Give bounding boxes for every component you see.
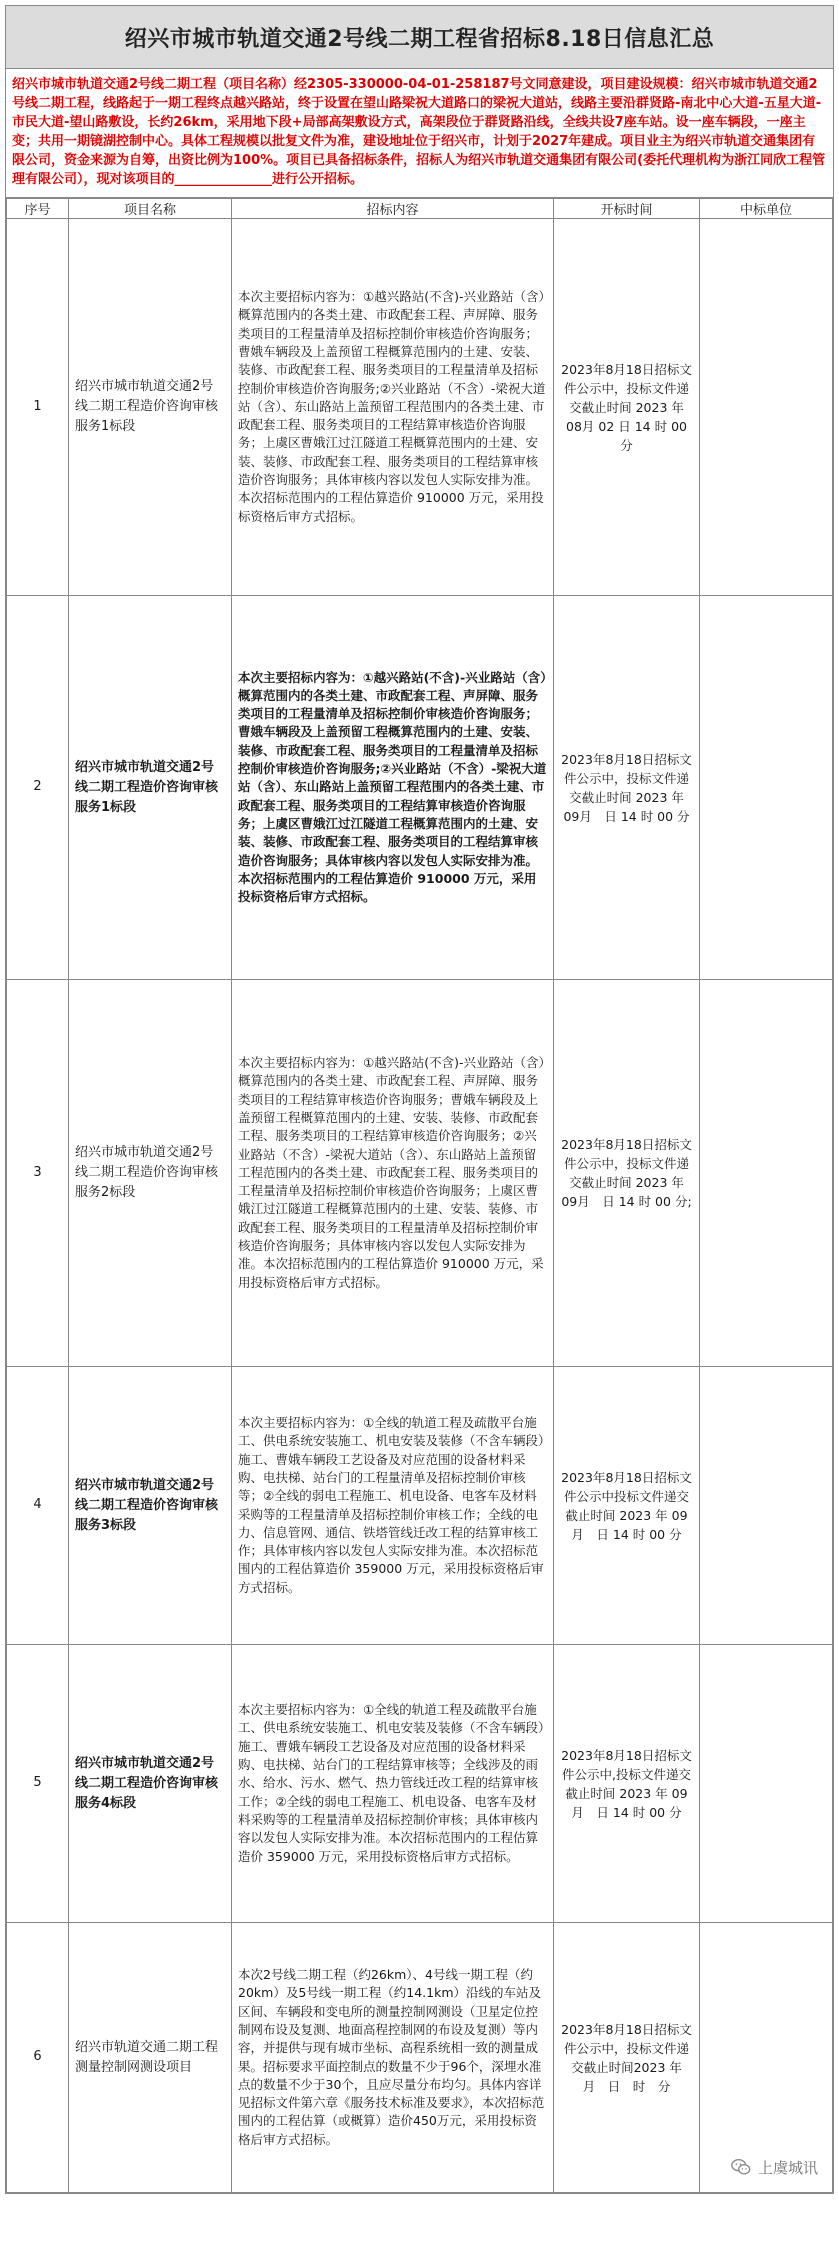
- header-seq: 序号: [7, 199, 69, 219]
- row-winner: [700, 1923, 833, 2193]
- row-seq: 2: [7, 596, 69, 980]
- row-seq: 4: [7, 1367, 69, 1645]
- row-content: 本次2号线二期工程（约26km）、4号线一期工程（约20km）及5号线一期工程（约14.1km）沿线的车站及区间、车辆段和变电所的测量控制网测设（卫星定位控制网布设及复测、地面高程控制网的布设及复测）等内容，并提供与现有城市坐标、高程系统相一致的测量成果。招标要求平面控制点的数量不少于96个，深埋水准点的数量不少于30个，且应尽量分布均匀。具体内容详见招标文件第六章《服务技术标准及要求》，本次招标范围内的工程估算（或概算）造价450万元，采用投标资格后审方式招标。: [232, 1923, 554, 2193]
- row-open-time: 2023年8月18日招标文件公示中投标文件递交截止时间 2023 年 09 月 日 14 时 00 分: [554, 1367, 700, 1645]
- row-seq: 6: [7, 1923, 69, 2193]
- header-content: 招标内容: [232, 199, 554, 219]
- row-seq: 5: [7, 1645, 69, 1923]
- row-content: 本次主要招标内容为：①越兴路站(不含)-兴业路站（含）概算范围内的各类土建、市政配套工程、声屏障、服务类项目的工程结算审核造价咨询服务；曹娥车辆段及上盖预留工程概算范围内的土建、安装、装修、市政配套工程、服务类项目的工程结算审核造价咨询服务；②兴业路站（不含）-梁祝大道站（含）、东山路站上盖预留工程范围内的各类土建、市政配套工程、服务类项目的工程量清单及招标控制价审核造价咨询服务；上虞区曹娥江过江隧道工程概算范围内的土建、安装、装修、市政配套工程、服务类项目的工程量清单及招标控制价审核造价咨询服务；具体审核内容以发包人实际安排为准。本次招标范围内的工程估算造价 910000 万元，采用投标资格后审方式招标。: [232, 980, 554, 1367]
- header-name: 项目名称: [69, 199, 232, 219]
- row-seq: 3: [7, 980, 69, 1367]
- header-time: 开标时间: [554, 199, 700, 219]
- row-project-name: 绍兴市城市轨道交通2号线二期工程造价咨询审核服务3标段: [69, 1367, 232, 1645]
- row-content: 本次主要招标内容为：①越兴路站(不含)-兴业路站（含）概算范围内的各类土建、市政配套工程、声屏障、服务类项目的工程量清单及招标控制价审核造价咨询服务；曹娥车辆段及上盖预留工程概算范围内的土建、安装、装修、市政配套工程、服务类项目的工程量清单及招标控制价审核造价咨询服务;②兴业路站（不含）-梁祝大道站（含）、东山路站上盖预留工程范围内的各类土建、市政配套工程、服务类项目的工程结算审核造价咨询服务；上虞区曹娥江过江隧道工程概算范围内的土建、安装、装修、市政配套工程、服务类项目的工程结算审核造价咨询服务；具体审核内容以发包人实际安排为准。本次招标范围内的工程估算造价 910000 万元，采用投标资格后审方式招标。: [232, 596, 554, 980]
- row-content: 本次主要招标内容为：①越兴路站(不含)-兴业路站（含）概算范围内的各类土建、市政配套工程、声屏障、服务类项目的工程量清单及招标控制价审核造价咨询服务；曹娥车辆段及上盖预留工程概算范围内的土建、安装、装修、市政配套工程、服务类项目的工程量清单及招标控制价审核造价咨询服务;②兴业路站（不含）-梁祝大道站（含）、东山路站上盖预留工程范围内的各类土建、市政配套工程、服务类项目的工程结算审核造价咨询服务；上虞区曹娥江过江隧道工程概算范围内的土建、安装、装修、市政配套工程、服务类项目的工程结算审核造价咨询服务；具体审核内容以发包人实际安排为准。本次招标范围内的工程估算造价 910000 万元，采用投标资格后审方式招标。: [232, 219, 554, 596]
- row-open-time: 2023年8月18日招标文件公示中，投标文件递交截止时间 2023 年 09月 日 14 时 00 分;: [554, 980, 700, 1367]
- table-row: [7, 219, 833, 596]
- row-seq: 1: [7, 219, 69, 596]
- row-open-time: 2023年8月18日招标文件公示中，投标文件递交截止时间 2023 年 09月 日 14 时 00 分: [554, 596, 700, 980]
- row-winner: [700, 1367, 833, 1645]
- table-row: [7, 1645, 833, 1923]
- project-intro: 绍兴市城市轨道交通2号线二期工程（项目名称）经2305-330000-04-01-258187号文同意建设，项目建设规模：绍兴市城市轨道交通2号线二期工程，线路起于一期工程终点越兴路站，终于设置在望山路梁祝大道路口的梁祝大道站，线路主要沿群贤路-南北中心大道-五星大道-市民大道-望山路敷设，长约26km，采用地下段+局部高架敷设方式，高架段位于群贤路沿线，全线共设7座车站。设一座车辆段，一座主变；共用一期镜湖控制中心。具体工程规模以批复文件为准，建设地址位于绍兴市，计划于2027年建成。项目业主为绍兴市轨道交通集团有限公司，资金来源为自筹，出资比例为100%。项目已具备招标条件，招标人为绍兴市轨道交通集团有限公司(委托代理机构为浙江同欣工程管理有限公司），现对该项目的_______________进行公开招标。: [6, 69, 833, 198]
- row-project-name: 绍兴市城市轨道交通2号线二期工程造价咨询审核服务4标段: [69, 1645, 232, 1923]
- row-project-name: 绍兴市城市轨道交通2号线二期工程造价咨询审核服务1标段: [69, 219, 232, 596]
- bid-table: [6, 198, 833, 2193]
- page-title: 绍兴市城市轨道交通2号线二期工程省招标8.18日信息汇总: [6, 6, 833, 69]
- header-winner: 中标单位: [700, 199, 833, 219]
- row-winner: [700, 980, 833, 1367]
- row-open-time: 2023年8月18日招标文件公示中，投标文件递交截止时间 2023 年 08月 02 日 14 时 00 分: [554, 219, 700, 596]
- row-project-name: 绍兴市城市轨道交通2号线二期工程造价咨询审核服务2标段: [69, 980, 232, 1367]
- row-project-name: 绍兴市城市轨道交通2号线二期工程造价咨询审核服务1标段: [69, 596, 232, 980]
- row-winner: [700, 1645, 833, 1923]
- wechat-icon: [730, 2156, 752, 2178]
- row-winner: [700, 219, 833, 596]
- row-open-time: 2023年8月18日招标文件公示中，投标文件递交截止时间2023 年 月 日 时 分: [554, 1923, 700, 2193]
- table-header-row: [7, 199, 833, 219]
- row-content: 本次主要招标内容为：①全线的轨道工程及疏散平台施工、供电系统安装施工、机电安装及装修（不含车辆段）施工、曹娥车辆段工艺设备及对应范围的设备材料采购、电扶梯、站台门的工程量清单及招标控制价审核等；②全线的弱电工程施工、机电设备、电客车及材料采购等的工程量清单及招标控制价审核工作；全线的电力、信息管网、通信、铁塔管线迁改工程的结算审核工作；具体审核内容以发包人实际安排为准。本次招标范围内的工程估算造价 359000 万元，采用投标资格后审方式招标。: [232, 1367, 554, 1645]
- row-content: 本次主要招标内容为：①全线的轨道工程及疏散平台施工、供电系统安装施工、机电安装及装修（不含车辆段）施工、曹娥车辆段工艺设备及对应范围的设备材料采购、电扶梯、站台门的工程结算审核等；全线涉及的雨水、给水、污水、燃气、热力管线迁改工程的结算审核工作；②全线的弱电工程施工、机电设备、电客车及材料采购等的工程量清单及招标控制价审核；具体审核内容以发包人实际安排为准。本次招标范围内的工程估算造价 359000 万元，采用投标资格后审方式招标。: [232, 1645, 554, 1923]
- source-watermark: [727, 2155, 821, 2179]
- table-row: [7, 1923, 833, 2193]
- notice-document: [5, 5, 834, 2194]
- table-row: [7, 596, 833, 980]
- row-open-time: 2023年8月18日招标文件公示中,投标文件递交截止时间 2023 年 09月 日 14 时 00 分: [554, 1645, 700, 1923]
- row-winner: [700, 596, 833, 980]
- table-row: [7, 980, 833, 1367]
- watermark-text: 上虞城讯: [757, 2158, 818, 2177]
- table-row: [7, 1367, 833, 1645]
- row-project-name: 绍兴市轨道交通二期工程测量控制网测设项目: [69, 1923, 232, 2193]
